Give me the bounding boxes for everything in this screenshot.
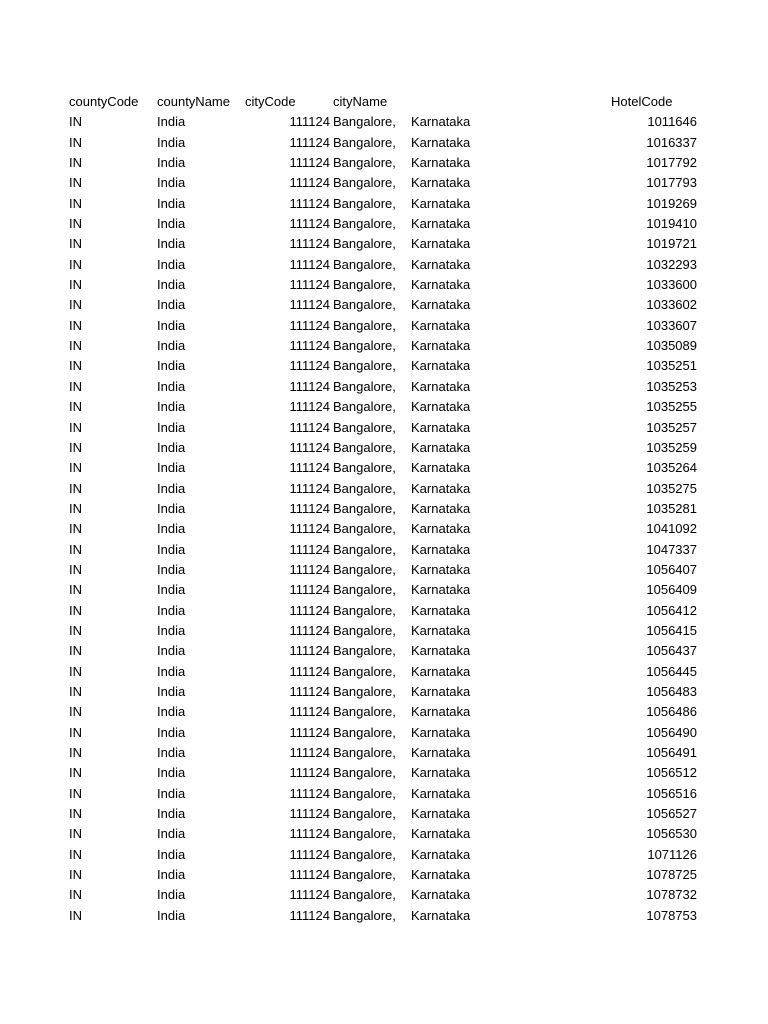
- table-row: [0, 702, 768, 722]
- cell-county-code: IN: [69, 867, 82, 883]
- cell-state: Karnataka: [411, 582, 471, 598]
- cell-city-name: Bangalore,: [333, 297, 396, 313]
- cell-state: Karnataka: [411, 785, 471, 801]
- cell-county-name: India: [157, 317, 186, 333]
- cell-county-name: India: [157, 663, 186, 679]
- cell-county-name: India: [157, 134, 186, 150]
- cell-city-name: Bangalore,: [333, 907, 396, 923]
- cell-city-code: 111124: [289, 317, 330, 333]
- cell-county-code: IN: [69, 724, 82, 740]
- table-row: [0, 173, 768, 193]
- cell-county-name: India: [157, 480, 186, 496]
- cell-city-code: 111124: [289, 500, 330, 516]
- cell-city-code: 111124: [289, 785, 330, 801]
- cell-county-code: IN: [69, 602, 82, 618]
- cell-hotel-code: 1035089: [646, 338, 697, 354]
- cell-city-code: 111124: [289, 602, 330, 618]
- cell-county-name: India: [157, 582, 186, 598]
- cell-city-name: Bangalore,: [333, 277, 396, 293]
- cell-county-code: IN: [69, 887, 82, 903]
- cell-county-name: India: [157, 887, 186, 903]
- cell-state: Karnataka: [411, 541, 471, 557]
- cell-city-name: Bangalore,: [333, 419, 396, 435]
- cell-county-name: India: [157, 419, 186, 435]
- table-row: [0, 804, 768, 824]
- cell-city-code: 111124: [289, 277, 330, 293]
- header-hotel-code: HotelCode: [611, 94, 673, 109]
- cell-state: Karnataka: [411, 114, 471, 130]
- cell-hotel-code: 1056483: [646, 683, 697, 699]
- cell-county-code: IN: [69, 277, 82, 293]
- table-body: [0, 112, 768, 926]
- table-row: [0, 153, 768, 173]
- cell-county-code: IN: [69, 541, 82, 557]
- cell-city-code: 111124: [289, 724, 330, 740]
- cell-county-name: India: [157, 745, 186, 760]
- table-row: [0, 906, 768, 926]
- cell-hotel-code: 1035281: [646, 500, 697, 516]
- cell-county-name: India: [157, 114, 186, 130]
- cell-city-code: 111124: [289, 399, 330, 415]
- cell-city-code: 111124: [289, 826, 330, 842]
- cell-city-code: 111124: [289, 216, 330, 232]
- header-county-name: countyName: [157, 94, 230, 109]
- cell-city-code: 111124: [289, 175, 330, 191]
- cell-hotel-code: 1017793: [646, 175, 697, 191]
- cell-hotel-code: 1035251: [646, 358, 697, 374]
- cell-county-code: IN: [69, 338, 82, 354]
- table-row: [0, 499, 768, 519]
- cell-hotel-code: 1041092: [646, 521, 697, 537]
- cell-city-name: Bangalore,: [333, 704, 396, 720]
- table-row: [0, 418, 768, 438]
- cell-state: Karnataka: [411, 378, 471, 394]
- cell-county-code: IN: [69, 846, 82, 862]
- table-row: [0, 356, 768, 376]
- cell-county-code: IN: [69, 195, 82, 211]
- table-row: [0, 885, 768, 905]
- cell-county-name: India: [157, 806, 186, 822]
- cell-city-code: 111124: [289, 378, 330, 394]
- cell-county-code: IN: [69, 175, 82, 191]
- cell-city-name: Bangalore,: [333, 480, 396, 496]
- cell-county-code: IN: [69, 256, 82, 272]
- cell-county-name: India: [157, 460, 186, 476]
- table-row: [0, 397, 768, 417]
- cell-city-code: 111124: [289, 521, 330, 537]
- cell-state: Karnataka: [411, 277, 471, 293]
- cell-state: Karnataka: [411, 846, 471, 862]
- cell-hotel-code: 1047337: [646, 541, 697, 557]
- cell-state: Karnataka: [411, 419, 471, 435]
- cell-county-code: IN: [69, 704, 82, 720]
- cell-hotel-code: 1035257: [646, 419, 697, 435]
- cell-city-name: Bangalore,: [333, 378, 396, 394]
- cell-hotel-code: 1056516: [646, 785, 697, 801]
- table-row: [0, 519, 768, 539]
- cell-city-code: 111124: [289, 765, 330, 781]
- cell-county-code: IN: [69, 765, 82, 781]
- cell-city-name: Bangalore,: [333, 358, 396, 374]
- table-row: [0, 865, 768, 885]
- cell-county-name: India: [157, 643, 186, 659]
- cell-county-name: India: [157, 521, 186, 537]
- cell-county-code: IN: [69, 500, 82, 516]
- cell-city-name: Bangalore,: [333, 175, 396, 191]
- cell-hotel-code: 1056445: [646, 663, 697, 679]
- cell-county-name: India: [157, 175, 186, 191]
- cell-city-name: Bangalore,: [333, 338, 396, 354]
- hotel-table: [0, 92, 768, 926]
- header-county-code: countyCode: [69, 94, 139, 109]
- cell-county-code: IN: [69, 460, 82, 476]
- cell-county-name: India: [157, 338, 186, 354]
- cell-state: Karnataka: [411, 236, 471, 252]
- cell-hotel-code: 1035259: [646, 439, 697, 455]
- cell-hotel-code: 1035264: [646, 460, 697, 476]
- cell-city-name: Bangalore,: [333, 155, 396, 171]
- cell-state: Karnataka: [411, 134, 471, 150]
- table-row: [0, 641, 768, 661]
- table-row: [0, 438, 768, 458]
- cell-hotel-code: 1078725: [646, 867, 697, 883]
- cell-county-name: India: [157, 277, 186, 293]
- cell-state: Karnataka: [411, 297, 471, 313]
- cell-state: Karnataka: [411, 806, 471, 822]
- cell-city-code: 111124: [289, 358, 330, 374]
- cell-county-name: India: [157, 216, 186, 232]
- table-row: [0, 621, 768, 641]
- cell-hotel-code: 1056491: [646, 745, 697, 760]
- cell-county-code: IN: [69, 785, 82, 801]
- cell-state: Karnataka: [411, 480, 471, 496]
- cell-county-code: IN: [69, 155, 82, 171]
- cell-state: Karnataka: [411, 745, 471, 760]
- cell-county-code: IN: [69, 378, 82, 394]
- table-row: [0, 601, 768, 621]
- cell-county-name: India: [157, 846, 186, 862]
- cell-county-code: IN: [69, 216, 82, 232]
- table-row: [0, 275, 768, 295]
- cell-city-name: Bangalore,: [333, 460, 396, 476]
- cell-hotel-code: 1017792: [646, 155, 697, 171]
- cell-county-name: India: [157, 622, 186, 638]
- cell-city-code: 111124: [289, 846, 330, 862]
- cell-county-name: India: [157, 826, 186, 842]
- cell-hotel-code: 1078732: [646, 887, 697, 903]
- cell-county-code: IN: [69, 521, 82, 537]
- cell-county-code: IN: [69, 297, 82, 313]
- cell-hotel-code: 1019269: [646, 195, 697, 211]
- cell-state: Karnataka: [411, 683, 471, 699]
- cell-county-code: IN: [69, 419, 82, 435]
- cell-city-code: 111124: [289, 745, 330, 760]
- header-city-name: cityName: [333, 94, 388, 109]
- cell-city-name: Bangalore,: [333, 195, 396, 211]
- cell-city-name: Bangalore,: [333, 582, 396, 598]
- cell-city-name: Bangalore,: [333, 663, 396, 679]
- cell-city-name: Bangalore,: [333, 114, 396, 130]
- table-row: [0, 824, 768, 844]
- cell-county-name: India: [157, 907, 186, 923]
- table-row: [0, 194, 768, 214]
- cell-hotel-code: 1035255: [646, 399, 697, 415]
- cell-city-code: 111124: [289, 134, 330, 150]
- cell-state: Karnataka: [411, 887, 471, 903]
- cell-city-name: Bangalore,: [333, 765, 396, 781]
- cell-city-name: Bangalore,: [333, 399, 396, 415]
- cell-state: Karnataka: [411, 358, 471, 374]
- table-row: [0, 336, 768, 356]
- cell-city-code: 111124: [289, 887, 330, 903]
- cell-city-name: Bangalore,: [333, 317, 396, 333]
- cell-hotel-code: 1056409: [646, 582, 697, 598]
- cell-county-name: India: [157, 561, 186, 577]
- cell-hotel-code: 1056407: [646, 561, 697, 577]
- cell-city-name: Bangalore,: [333, 602, 396, 618]
- cell-county-name: India: [157, 358, 186, 374]
- cell-city-name: Bangalore,: [333, 867, 396, 883]
- cell-county-name: India: [157, 602, 186, 618]
- cell-city-code: 111124: [289, 582, 330, 598]
- cell-city-code: 111124: [289, 806, 330, 822]
- table-row: [0, 234, 768, 254]
- cell-city-code: 111124: [289, 643, 330, 659]
- cell-state: Karnataka: [411, 622, 471, 638]
- table-row: [0, 743, 768, 763]
- table-row: [0, 763, 768, 783]
- cell-hotel-code: 1033607: [646, 317, 697, 333]
- cell-state: Karnataka: [411, 724, 471, 740]
- cell-hotel-code: 1011646: [647, 114, 697, 130]
- header-city-code: cityCode: [245, 94, 296, 109]
- cell-state: Karnataka: [411, 439, 471, 455]
- cell-hotel-code: 1033600: [646, 277, 697, 293]
- cell-city-name: Bangalore,: [333, 826, 396, 842]
- table-header-row: [0, 92, 768, 112]
- cell-state: Karnataka: [411, 256, 471, 272]
- cell-city-code: 111124: [289, 561, 330, 577]
- table-row: [0, 316, 768, 336]
- cell-county-code: IN: [69, 439, 82, 455]
- cell-city-code: 111124: [289, 704, 330, 720]
- cell-county-name: India: [157, 439, 186, 455]
- cell-city-code: 111124: [289, 338, 330, 354]
- cell-city-name: Bangalore,: [333, 846, 396, 862]
- cell-city-code: 111124: [289, 622, 330, 638]
- cell-state: Karnataka: [411, 399, 471, 415]
- cell-state: Karnataka: [411, 867, 471, 883]
- cell-hotel-code: 1078753: [646, 907, 697, 923]
- cell-county-code: IN: [69, 806, 82, 822]
- cell-city-code: 111124: [289, 683, 330, 699]
- table-row: [0, 560, 768, 580]
- cell-hotel-code: 1033602: [646, 297, 697, 313]
- cell-county-name: India: [157, 236, 186, 252]
- cell-city-code: 111124: [289, 297, 330, 313]
- cell-county-code: IN: [69, 358, 82, 374]
- cell-city-code: 111124: [289, 867, 330, 883]
- cell-city-code: 111124: [289, 460, 330, 476]
- cell-county-name: India: [157, 500, 186, 516]
- table-row: [0, 662, 768, 682]
- cell-city-code: 111124: [289, 155, 330, 171]
- cell-county-code: IN: [69, 643, 82, 659]
- cell-county-name: India: [157, 256, 186, 272]
- table-row: [0, 784, 768, 804]
- cell-hotel-code: 1056412: [646, 602, 697, 618]
- cell-county-code: IN: [69, 236, 82, 252]
- table-row: [0, 540, 768, 560]
- cell-city-name: Bangalore,: [333, 643, 396, 659]
- cell-county-name: India: [157, 541, 186, 557]
- cell-city-name: Bangalore,: [333, 439, 396, 455]
- cell-county-code: IN: [69, 745, 82, 760]
- cell-city-code: 111124: [289, 480, 330, 496]
- cell-county-name: India: [157, 724, 186, 740]
- table-row: [0, 133, 768, 153]
- cell-county-code: IN: [69, 480, 82, 496]
- cell-hotel-code: 1056437: [646, 643, 697, 659]
- cell-state: Karnataka: [411, 216, 471, 232]
- table-row: [0, 479, 768, 499]
- cell-hotel-code: 1056512: [646, 765, 697, 781]
- table-row: [0, 295, 768, 315]
- cell-hotel-code: 1032293: [646, 256, 697, 272]
- cell-county-name: India: [157, 378, 186, 394]
- cell-hotel-code: 1035275: [646, 480, 697, 496]
- cell-city-code: 111124: [289, 663, 330, 679]
- table-row: [0, 682, 768, 702]
- cell-state: Karnataka: [411, 826, 471, 842]
- cell-city-code: 111124: [289, 195, 330, 211]
- cell-hotel-code: 1071126: [647, 846, 697, 862]
- cell-county-name: India: [157, 297, 186, 313]
- cell-city-name: Bangalore,: [333, 622, 396, 638]
- cell-hotel-code: 1019721: [646, 236, 697, 252]
- cell-state: Karnataka: [411, 175, 471, 191]
- cell-county-name: India: [157, 867, 186, 883]
- table-row: [0, 377, 768, 397]
- cell-state: Karnataka: [411, 907, 471, 923]
- cell-city-name: Bangalore,: [333, 561, 396, 577]
- cell-state: Karnataka: [411, 765, 471, 781]
- cell-city-code: 111124: [289, 541, 330, 557]
- cell-county-code: IN: [69, 663, 82, 679]
- cell-city-name: Bangalore,: [333, 256, 396, 272]
- cell-city-name: Bangalore,: [333, 785, 396, 801]
- table-row: [0, 458, 768, 478]
- table-row: [0, 723, 768, 743]
- cell-city-code: 111124: [289, 236, 330, 252]
- cell-city-name: Bangalore,: [333, 724, 396, 740]
- cell-state: Karnataka: [411, 602, 471, 618]
- cell-city-code: 111124: [289, 439, 330, 455]
- table-row: [0, 845, 768, 865]
- cell-city-code: 111124: [289, 114, 330, 130]
- cell-city-name: Bangalore,: [333, 683, 396, 699]
- cell-hotel-code: 1056415: [646, 622, 697, 638]
- cell-city-name: Bangalore,: [333, 236, 396, 252]
- cell-city-name: Bangalore,: [333, 216, 396, 232]
- cell-county-code: IN: [69, 907, 82, 923]
- cell-city-code: 111124: [289, 907, 330, 923]
- cell-county-name: India: [157, 683, 186, 699]
- table-row: [0, 214, 768, 234]
- cell-county-code: IN: [69, 399, 82, 415]
- cell-state: Karnataka: [411, 460, 471, 476]
- cell-hotel-code: 1016337: [646, 134, 697, 150]
- cell-city-name: Bangalore,: [333, 806, 396, 822]
- cell-hotel-code: 1056527: [646, 806, 697, 822]
- cell-county-code: IN: [69, 683, 82, 699]
- cell-state: Karnataka: [411, 195, 471, 211]
- cell-state: Karnataka: [411, 643, 471, 659]
- cell-hotel-code: 1056486: [646, 704, 697, 720]
- table-row: [0, 580, 768, 600]
- cell-state: Karnataka: [411, 521, 471, 537]
- cell-hotel-code: 1019410: [646, 216, 697, 232]
- table-row: [0, 112, 768, 132]
- cell-county-code: IN: [69, 622, 82, 638]
- cell-county-name: India: [157, 195, 186, 211]
- cell-city-code: 111124: [289, 419, 330, 435]
- cell-state: Karnataka: [411, 155, 471, 171]
- cell-city-code: 111124: [289, 256, 330, 272]
- cell-state: Karnataka: [411, 663, 471, 679]
- cell-state: Karnataka: [411, 338, 471, 354]
- cell-state: Karnataka: [411, 704, 471, 720]
- cell-state: Karnataka: [411, 561, 471, 577]
- cell-hotel-code: 1035253: [646, 378, 697, 394]
- cell-county-code: IN: [69, 582, 82, 598]
- cell-county-name: India: [157, 155, 186, 171]
- cell-hotel-code: 1056490: [646, 724, 697, 740]
- cell-city-name: Bangalore,: [333, 521, 396, 537]
- cell-county-code: IN: [69, 134, 82, 150]
- cell-city-name: Bangalore,: [333, 500, 396, 516]
- cell-county-name: India: [157, 785, 186, 801]
- table-row: [0, 255, 768, 275]
- cell-city-name: Bangalore,: [333, 541, 396, 557]
- cell-county-code: IN: [69, 114, 82, 130]
- cell-city-name: Bangalore,: [333, 887, 396, 903]
- cell-city-name: Bangalore,: [333, 134, 396, 150]
- cell-state: Karnataka: [411, 317, 471, 333]
- cell-city-name: Bangalore,: [333, 745, 396, 760]
- cell-county-name: India: [157, 704, 186, 720]
- cell-hotel-code: 1056530: [646, 826, 697, 842]
- cell-county-code: IN: [69, 561, 82, 577]
- cell-county-code: IN: [69, 826, 82, 842]
- cell-state: Karnataka: [411, 500, 471, 516]
- cell-county-name: India: [157, 765, 186, 781]
- cell-county-code: IN: [69, 317, 82, 333]
- cell-county-name: India: [157, 399, 186, 415]
